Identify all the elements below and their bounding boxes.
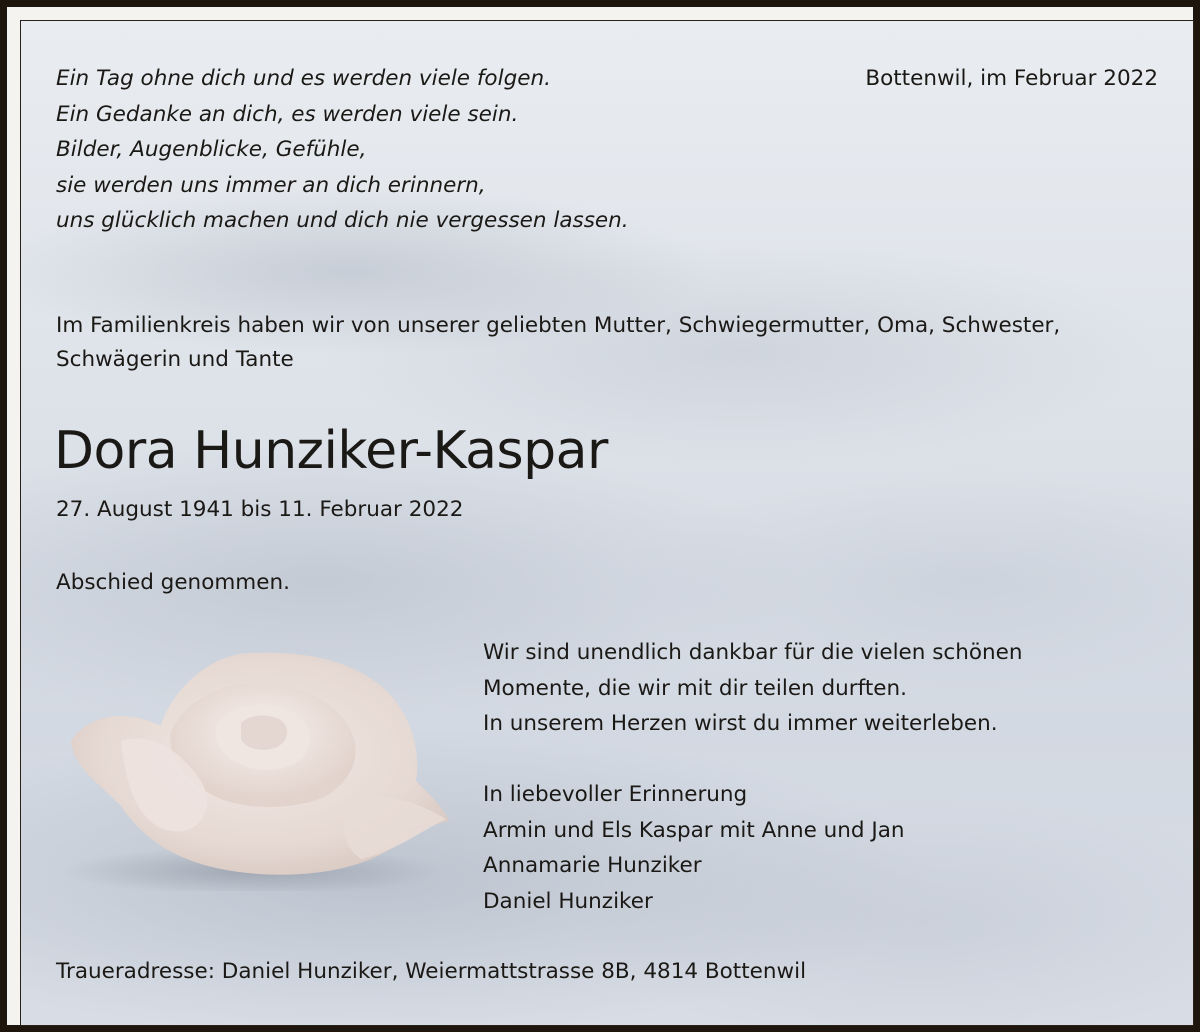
- intro-line: Im Familienkreis haben wir von unserer geliebten Mutter, Schwiegermutter, Oma, Schwester,: [56, 313, 1061, 338]
- place-date: Bottenwil, im Februar 2022: [865, 66, 1158, 91]
- gratitude-line: Momente, die wir mit dir teilen durften.: [483, 675, 907, 701]
- rose-icon: [51, 631, 451, 891]
- poem-line: uns glücklich machen und dich nie vergessen lassen.: [56, 208, 629, 233]
- poem-line: Ein Tag ohne dich und es werden viele folgen.: [56, 66, 551, 91]
- intro-text: [56, 309, 1060, 377]
- poem-line: Bilder, Augenblicke, Gefühle,: [56, 137, 367, 162]
- gratitude-line: In unserem Herzen wirst du immer weiterleben.: [483, 711, 998, 736]
- poem-line: Ein Gedanke an dich, es werden viele sein.: [56, 101, 519, 127]
- signatory-line: In liebevoller Erinnerung: [483, 782, 748, 807]
- gratitude-text: [483, 635, 1023, 742]
- signatory-line: Annamarie Hunziker: [483, 853, 702, 878]
- poem: [56, 61, 629, 239]
- life-dates: 27. August 1941 bis 11. Februar 2022: [56, 497, 464, 522]
- mourning-address: Traueradresse: Daniel Hunziker, Weiermattstrasse 8B, 4814 Bottenwil: [56, 959, 807, 984]
- intro-line: Schwägerin und Tante: [56, 347, 294, 372]
- farewell-text: Abschied genommen.: [56, 570, 290, 595]
- signatories: [483, 777, 905, 919]
- gratitude-line: Wir sind unendlich dankbar für die vielen schönen: [483, 640, 1023, 665]
- deceased-name: Dora Hunziker-Kaspar: [54, 421, 608, 481]
- obituary-card: [20, 20, 1194, 1026]
- signatory-line: Armin und Els Kaspar mit Anne und Jan: [483, 817, 905, 843]
- poem-line: sie werden uns immer an dich erinnern,: [56, 172, 486, 198]
- signatory-line: Daniel Hunziker: [483, 888, 653, 914]
